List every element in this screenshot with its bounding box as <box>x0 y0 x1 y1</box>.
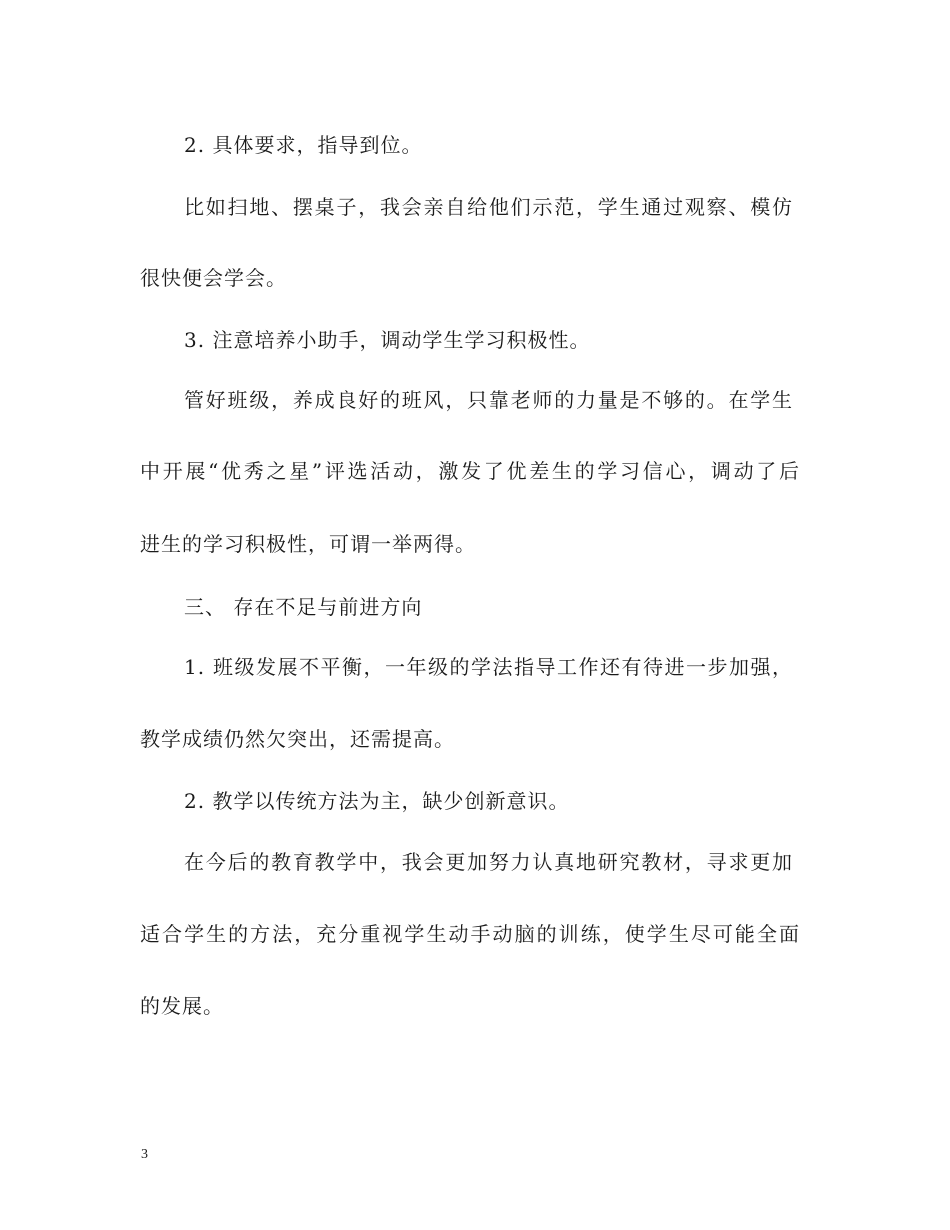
numbered-point-1-heading: 1. 班级发展不平衡，一年级的学法指导工作还有待进一步加强， <box>184 655 793 679</box>
paragraph-line: 的发展。 <box>140 994 224 1018</box>
paragraph-line: 在今后的教育教学中，我会更加努力认真地研究教材，寻求更加 <box>184 850 793 874</box>
paragraph-line: 进生的学习积极性，可谓一举两得。 <box>140 532 476 556</box>
paragraph-line: 比如扫地、摆桌子，我会亲自给他们示范，学生通过观察、模仿 <box>184 195 793 219</box>
numbered-point-2-heading: 2. 具体要求，指导到位。 <box>184 133 423 157</box>
paragraph-line: 适合学生的方法，充分重视学生动手动脑的训练，使学生尽可能全面 <box>140 922 800 946</box>
numbered-point-2-heading: 2. 教学以传统方法为主，缺少创新意识。 <box>184 789 570 813</box>
page-number: 3 <box>141 1147 148 1162</box>
numbered-point-3-heading: 3. 注意培养小助手，调动学生学习积极性。 <box>184 328 591 352</box>
paragraph-line: 很快便会学会。 <box>140 266 287 290</box>
paragraph-line: 中开展“优秀之星”评选活动，激发了优差生的学习信心，调动了后 <box>140 459 800 483</box>
paragraph-line: 教学成绩仍然欠突出，还需提高。 <box>140 727 455 751</box>
paragraph-line: 管好班级，养成良好的班风，只靠老师的力量是不够的。在学生 <box>184 388 793 412</box>
section-heading: 三、 存在不足与前进方向 <box>184 595 423 619</box>
